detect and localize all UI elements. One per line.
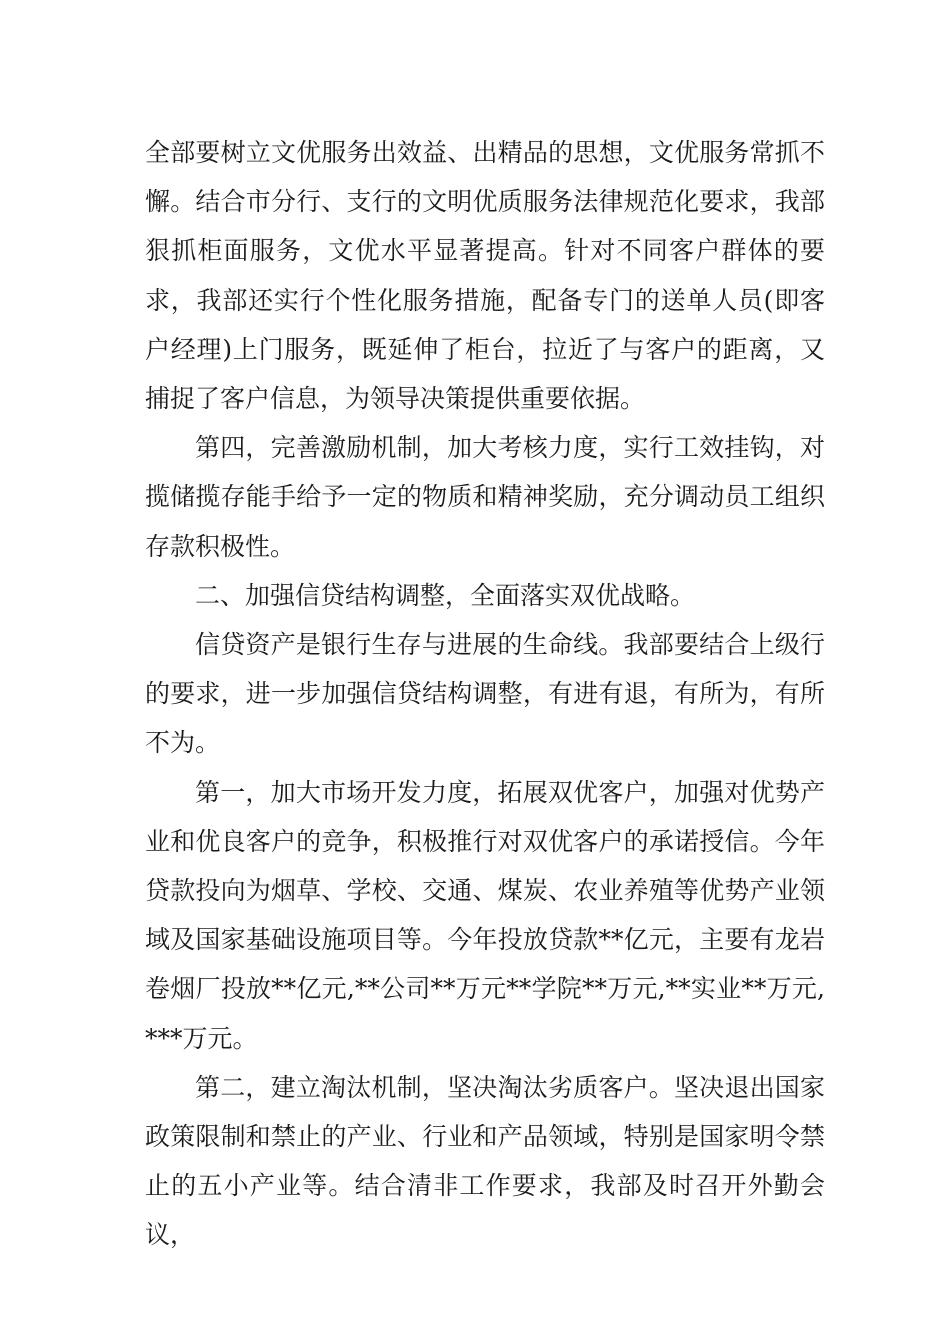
paragraph-3: 信贷资产是银行生存与进展的生命线。我部要结合上级行的要求，进一步加强信贷结构调整，有进有退，有所为，有所不为。 — [145, 630, 825, 758]
paragraph-2: 第四，完善激励机制，加大考核力度，实行工效挂钩，对揽储揽存能手给予一定的物质和精神奖励，充分调动员工组织存款积极性。 — [145, 433, 825, 561]
document-body — [145, 128, 825, 1260]
paragraph-4: 第一，加大市场开发力度，拓展双优客户，加强对优势产业和优良客户的竞争，积极推行对双优客户的承诺授信。今年贷款投向为烟草、学校、交通、煤炭、农业养殖等优势产业领域及国家基础设施项目等。今年投放贷款**亿元，主要有龙岩卷烟厂投放**亿元,**公司**万元**学院**万元,**实业**万元,***万元。 — [145, 777, 825, 1053]
section-heading-2: 二、加强信贷结构调整，全面落实双优战略。 — [195, 580, 696, 610]
paragraph-1: 全部要树立文优服务出效益、出精品的思想，文优服务常抓不懈。结合市分行、支行的文明优质服务法律规范化要求，我部狠抓柜面服务，文优水平显著提高。针对不同客户群体的要求，我部还实行个性化服务措施，配备专门的送单人员(即客户经理)上门服务，既延伸了柜台，拉近了与客户的距离，又捕捉了客户信息，为领导决策提供重要依据。 — [145, 138, 825, 414]
paragraph-5: 第二，建立淘汰机制，坚决淘汰劣质客户。坚决退出国家政策限制和禁止的产业、行业和产品领域，特别是国家明令禁止的五小产业等。结合清非工作要求，我部及时召开外勤会议， — [145, 1072, 825, 1250]
